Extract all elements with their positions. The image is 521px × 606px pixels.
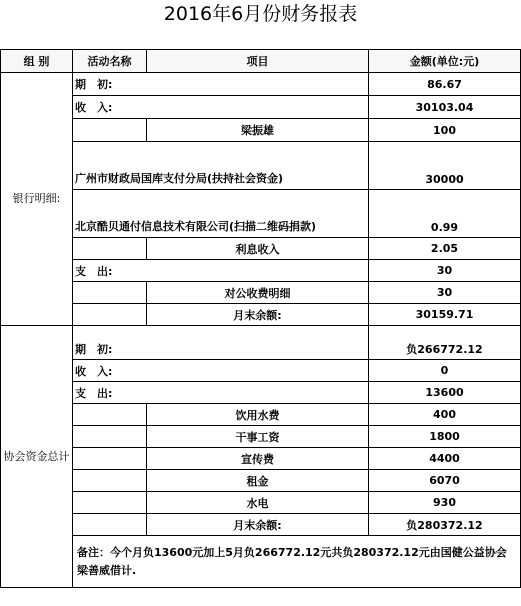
assoc-item-label: 饮用水费 — [147, 404, 369, 426]
report-title: 2016年6月份财务报表 — [163, 3, 358, 25]
bank-item-label: 北京酷贝通付信息技术有限公司(扫描二维码捐款) — [73, 190, 369, 238]
header-group: 组 别 — [1, 50, 73, 73]
header-item: 项目 — [147, 50, 369, 73]
assoc-income-label: 收 入: — [73, 360, 369, 382]
table-header-row — [1, 50, 521, 73]
assoc-item-amount: 1800 — [369, 426, 521, 448]
table-row — [1, 260, 521, 282]
bank-closing-label: 月末余额: — [147, 304, 369, 326]
assoc-item-amount: 6070 — [369, 470, 521, 492]
table-row — [1, 426, 521, 448]
bank-item-label: 利息收入 — [147, 238, 369, 260]
table-row — [1, 142, 521, 190]
table-row — [1, 536, 521, 588]
header-amount: 金额(单位:元) — [369, 50, 521, 73]
table-row — [1, 73, 521, 96]
table-row — [1, 470, 521, 492]
table-row — [1, 448, 521, 470]
table-row — [1, 360, 521, 382]
assoc-expense-amount: 13600 — [369, 382, 521, 404]
table-row — [1, 514, 521, 536]
table-row — [1, 119, 521, 142]
bank-expense-label: 支 出: — [73, 260, 369, 282]
group-bank-label: 银行明细: — [1, 73, 73, 326]
assoc-closing-amount: 负280372.12 — [369, 514, 521, 536]
table-row — [1, 96, 521, 119]
bank-item-label: 对公收费明细 — [147, 282, 369, 304]
table-row — [1, 382, 521, 404]
assoc-expense-label: 支 出: — [73, 382, 369, 404]
bank-item-label: 梁振雄 — [147, 119, 369, 142]
table-row — [1, 304, 521, 326]
bank-item-label: 广州市财政局国库支付分局(扶持社会资金) — [73, 142, 369, 190]
finance-table — [0, 49, 521, 588]
assoc-closing-label: 月末余额: — [147, 514, 369, 536]
table-row — [1, 326, 521, 360]
table-row — [1, 238, 521, 260]
assoc-item-amount: 4400 — [369, 448, 521, 470]
assoc-item-label: 干事工资 — [147, 426, 369, 448]
table-row — [1, 492, 521, 514]
assoc-opening-label: 期 初: — [73, 326, 369, 360]
bank-item-amount: 100 — [369, 119, 521, 142]
bank-expense-amount: 30 — [369, 260, 521, 282]
bank-income-label: 收 入: — [73, 96, 369, 119]
bank-item-amount: 30 — [369, 282, 521, 304]
group-assoc-label: 协会资金总计 — [1, 326, 73, 588]
bank-item-amount: 2.05 — [369, 238, 521, 260]
bank-opening-label: 期 初: — [73, 73, 369, 96]
bank-opening-amount: 86.67 — [369, 73, 521, 96]
assoc-item-amount: 930 — [369, 492, 521, 514]
assoc-income-amount: 0 — [369, 360, 521, 382]
bank-closing-amount: 30159.71 — [369, 304, 521, 326]
table-row — [1, 190, 521, 238]
note-text: 备注：今个月负13600元加上5月负266772.12元共负280372.12元由国健公益协会梁善威借计. — [73, 536, 521, 588]
bank-item-amount: 30000 — [369, 142, 521, 190]
assoc-item-label: 租金 — [147, 470, 369, 492]
assoc-item-label: 宣传费 — [147, 448, 369, 470]
table-row — [1, 282, 521, 304]
header-activity: 活动名称 — [73, 50, 147, 73]
bank-item-amount: 0.99 — [369, 190, 521, 238]
table-row — [1, 404, 521, 426]
bank-income-amount: 30103.04 — [369, 96, 521, 119]
assoc-opening-amount: 负266772.12 — [369, 326, 521, 360]
assoc-item-label: 水电 — [147, 492, 369, 514]
assoc-item-amount: 400 — [369, 404, 521, 426]
